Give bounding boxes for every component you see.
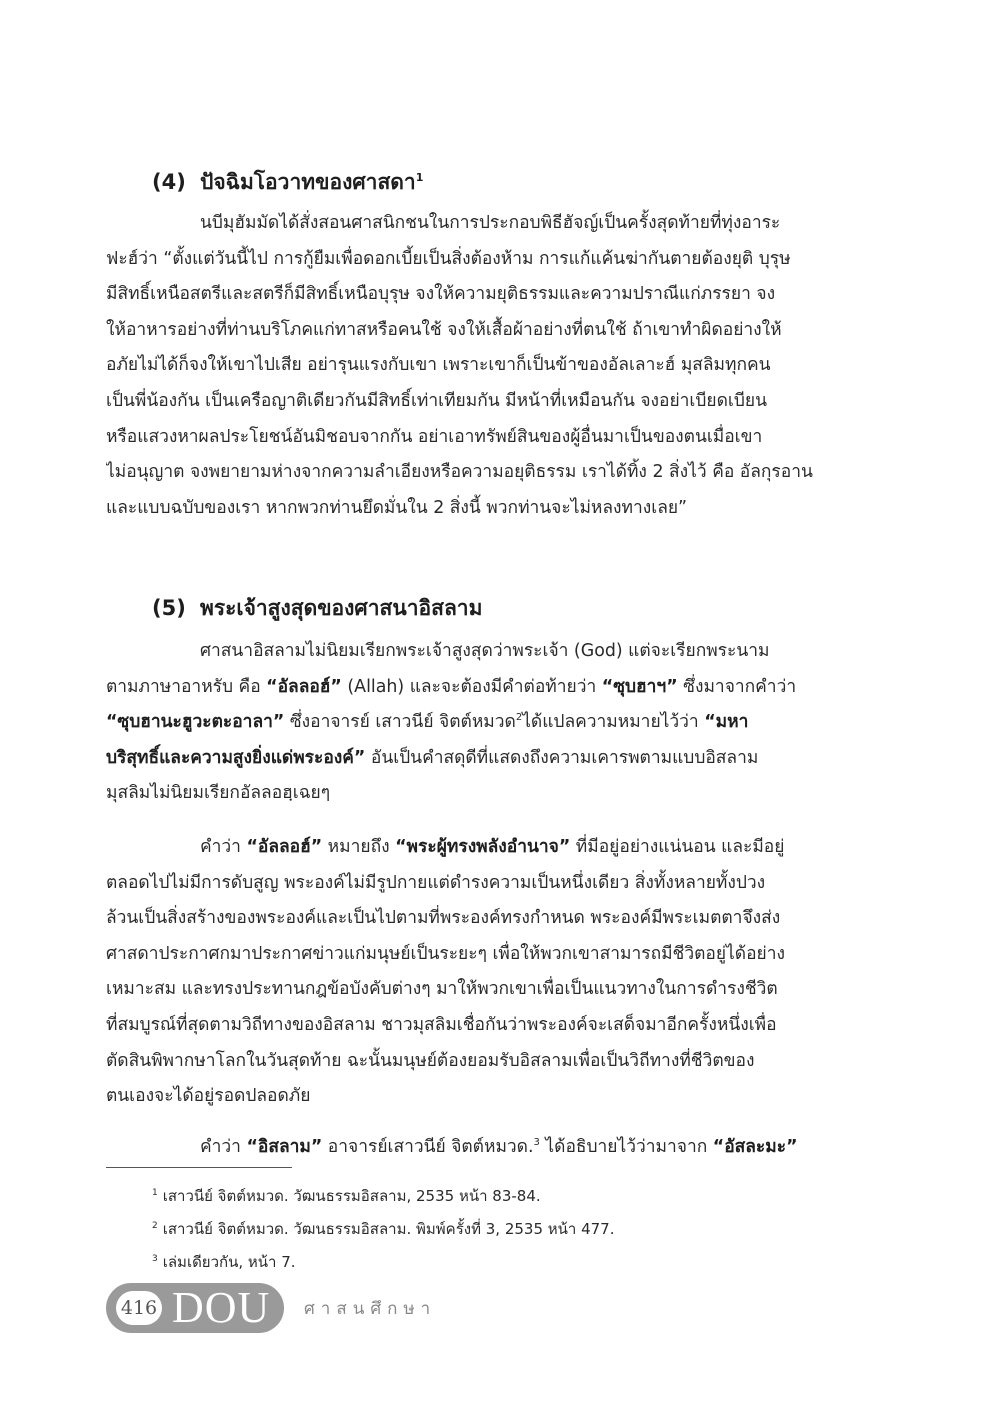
footnote-text: เสาวนีย์ จิตต์หมวด. วัฒนธรรมอิสลาม, 2535 หน้า 83-84. [162,1187,541,1205]
text-line: ให้อาหารอย่างที่ท่านบริโภคแก่ทาสหรือคนใช้ จงให้เสื้อผ้าอย่างที่ตนใช้ ถ้าเขาทำผิดอย่างให้ [106,319,782,340]
text-line: เหมาะสม และทรงประทานกฎข้อบังคับต่างๆ มาให้พวกเขาเพื่อเป็นแนวทางในการดำรงชีวิต [106,979,778,1000]
footnote-number: 3 [152,1254,158,1264]
text-line: ตลอดไปไม่มีการดับสูญ พระองค์ไม่มีรูปกายแต่ดำรงความเป็นหนึ่งเดียว สิ่งทั้งหลายทั้งปวง [106,872,766,893]
term-translation-end: บริสุทธิ์และความสูงยิ่งแด่พระองค์” [106,747,366,768]
footnote-1 [152,1178,615,1211]
text-line: ศาสนาอิสลามไม่นิยมเรียกพระเจ้าสูงสุดว่าพระเจ้า (God) แต่จะเรียกพระนาม [200,641,770,661]
text-line: และแบบฉบับของเรา หากพวกท่านยึดมั่นใน 2 สิ่งนี้ พวกท่านจะไม่หลงทางเลย” [106,497,688,518]
term-islam: “อิสลาม” [246,1137,323,1157]
footnote-number: 1 [152,1188,158,1198]
subject-title: ศาสนศึกษา [304,1298,437,1319]
term-subhanahu: “ซุบฮานะฮูวะตะอาลา” [106,712,285,733]
text-run: หมายถึง [322,837,396,857]
text-run: อาจารย์เสาวนีย์ จิตต์หมวด. [322,1137,534,1157]
section-4-heading [152,166,423,199]
text-run: ซึ่งอาจารย์ เสาวนีย์ จิตต์หมวด [284,712,516,733]
footnote-ref-2: 2 [515,712,523,724]
section-4-number: (4) [152,170,186,194]
text-run: ที่มีอยู่อย่างแน่นอน และมีอยู่ [570,837,785,857]
text-run: (Allah) และจะต้องมีคำต่อท้ายว่า [341,676,602,697]
text-line: ไม่อนุญาต จงพยายามห่างจากความลำเอียงหรือความอยุติธรรม เราได้ทิ้ง 2 สิ่งไว้ คือ อัลกุรอาน [106,462,813,483]
text-line: อภัยไม่ได้ก็จงให้เขาไปเสีย อย่ารุนแรงกับเขา เพราะเขาก็เป็นข้าของอัลเลาะฮ์ มุสลิมทุกคน [106,355,771,376]
term-subha: “ซุบฮาฯ” [601,676,678,697]
term-almighty: “พระผู้ทรงพลังอำนาจ” [395,837,571,857]
section-5-paragraph-1 [106,634,880,812]
text-run: ได้อธิบายไว้ว่ามาจาก [539,1137,713,1157]
text-line: ตนเองจะได้อยู่รอดปลอดภัย [106,1086,311,1107]
text-line: ศาสดาประกาศกมาประกาศข่าวแก่มนุษย์เป็นระยะๆ เพื่อให้พวกเขาสามารถมีชีวิตอยู่ได้อย่าง [106,943,785,964]
text-line [106,741,880,777]
text-line: ตัดสินพิพากษาโลกในวันสุดท้าย ฉะนั้นมนุษย์ต้องยอมรับอิสลามเพื่อเป็นวิถีทางที่ชีวิตของ [106,1050,755,1071]
footnote-2 [152,1211,615,1244]
dou-badge [106,1283,284,1333]
footnotes [152,1178,615,1277]
text-line: หรือแสวงหาผลประโยชน์อันมิชอบจากกัน อย่าเอาทรัพย์สินของผู้อื่นมาเป็นของตนเมื่อเขา [106,426,763,447]
text-line [106,670,880,706]
text-line: ล้วนเป็นสิ่งสร้างของพระองค์และเป็นไปตามที่พระองค์ทรงกำหนด พระองค์มีพระเมตตาจึงส่ง [106,908,781,929]
text-line [106,705,880,741]
footnote-text: เล่มเดียวกัน, หน้า 7. [162,1253,296,1271]
footnote-ref-1: 1 [415,171,424,184]
text-run: ตามภาษาอาหรับ คือ [106,676,267,697]
text-run: คำว่า [200,837,247,857]
text-run: ซึ่งมาจากคำว่า [677,676,797,697]
text-line: นบีมุฮัมมัดได้สั่งสอนศาสนิกชนในการประกอบพิธีฮัจญ์เป็นครั้งสุดท้ายที่ทุ่งอาระ [200,213,781,233]
text-line: มุสลิมไม่นิยมเรียกอัลลอฮฺเฉยๆ [106,783,331,804]
page-footer [106,1283,436,1333]
section-5-heading [152,592,482,625]
text-line: ฟะฮ์ว่า “ตั้งแต่วันนี้ไป การกู้ยืมเพื่อดอกเบี้ยเป็นสิ่งต้องห้าม การแก้แค้นฆ่ากันตายต้องยุติ บุรุษ [106,248,791,269]
text-line [106,830,880,866]
text-line: มีสิทธิ์เหนือสตรีและสตรีก็มีสิทธิ์เหนือบุรุษ จงให้ความยุติธรรมและความปราณีแก่ภรรยา จง [106,284,776,305]
section-5-number: (5) [152,596,186,620]
text-run: คำว่า [200,1137,247,1157]
text-line: ที่สมบูรณ์ที่สุดตามวิถีทางของอิสลาม ชาวมุสลิมเชื่อกันว่าพระองค์จะเสด็จมาอีกครั้งหนึ่งเพื่อ [106,1014,777,1035]
section-5-paragraph-2 [106,830,880,1115]
text-line: เป็นพี่น้องกัน เป็นเครือญาติเดียวกันมีสิทธิ์เท่าเทียมกัน มีหน้าที่เหมือนกัน จงอย่าเบียดเบียน [106,390,767,411]
section-4-paragraph [106,206,880,526]
term-translation-start: “มหา [704,712,749,733]
text-run: ได้แปลความหมายไว้ว่า [522,712,705,733]
dou-logo: DOU [172,1283,271,1332]
text-run: อันเป็นคำสดุดีที่แสดงถึงความเคารพตามแบบอิสลาม [365,747,759,768]
section-5-paragraph-3 [106,1130,880,1166]
term-allah: “อัลลอฮ์” [246,837,323,857]
footnote-text: เสาวนีย์ จิตต์หมวด. วัฒนธรรมอิสลาม. พิมพ์ครั้งที่ 3, 2535 หน้า 477. [162,1220,615,1238]
footnote-number: 2 [152,1221,158,1231]
section-5-title: พระเจ้าสูงสุดของศาสนาอิสลาม [200,596,483,620]
section-4-title: ปัจฉิมโอวาทของศาสดา [200,170,416,194]
term-aslama: “อัสละมะ” [712,1137,798,1157]
footnote-3 [152,1244,615,1277]
page-number: 416 [116,1291,162,1325]
footnote-ref-3: 3 [533,1137,540,1149]
term-allah: “อัลลอฮ์” [266,676,342,697]
text-line [106,1130,880,1166]
footnote-divider [106,1167,292,1168]
